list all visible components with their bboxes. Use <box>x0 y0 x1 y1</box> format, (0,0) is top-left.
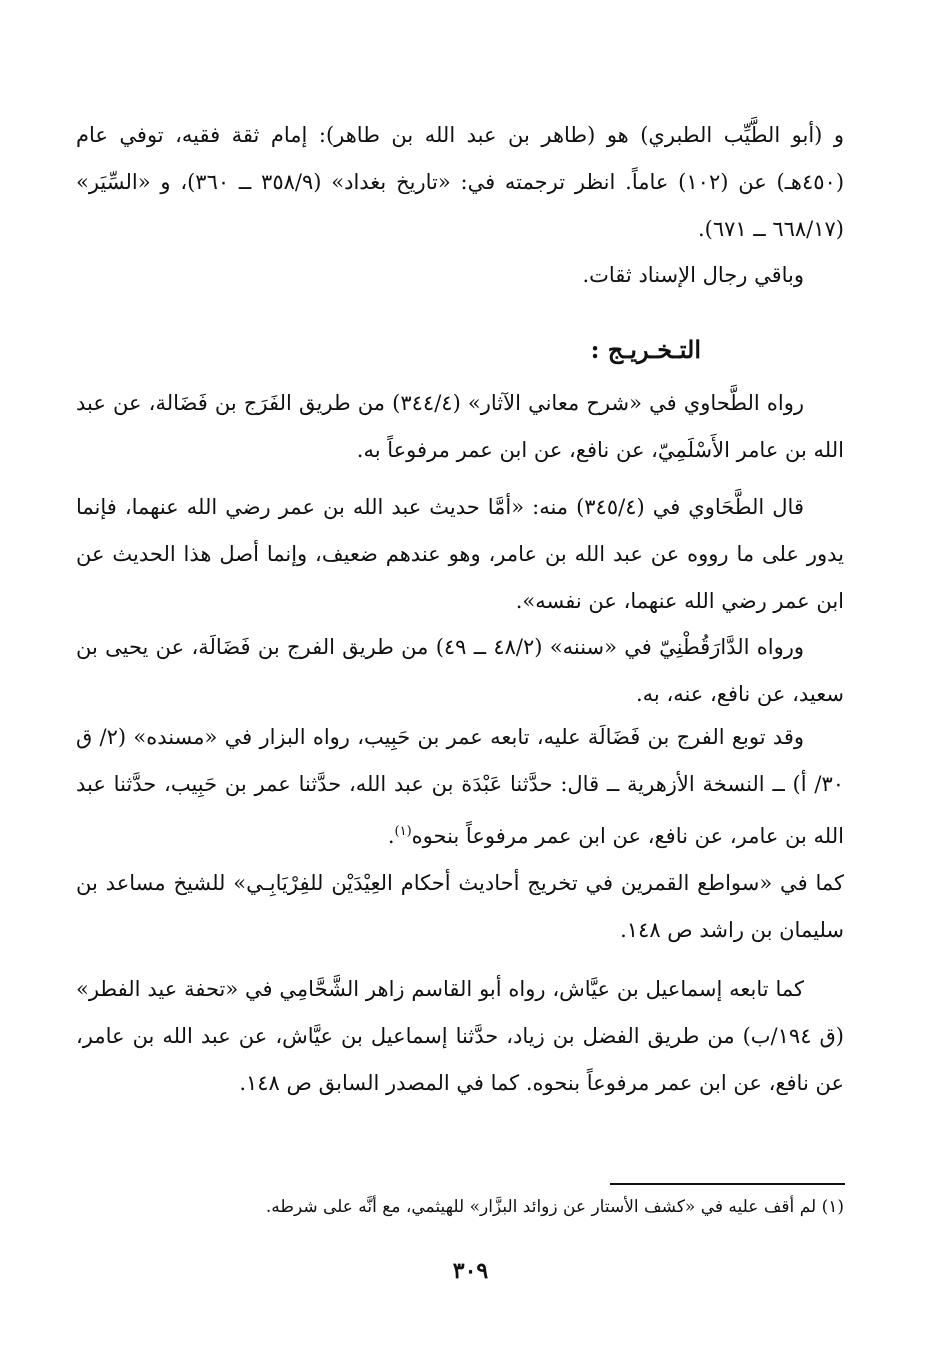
paragraph-tahawi-quote <box>76 484 844 625</box>
paragraph-text: وقد توبع الفرج بن فَضَالَة عليه، تابعه عمر بن حَبِيب، رواه البزار في «مسنده» (٢/ ق ٣٠/ أ) ــ النسخة الأزهرية ــ قال: حدَّثنا عَبْدَة بن عبد الله، حدَّثنا عمر بن حَبِيب، حدَّثنا عبد الله بن عامر، عن نافع، عن ابن عمر مرفوعاً بنحوه <box>76 725 844 848</box>
paragraph-text: كما تابعه إسماعيل بن عيَّاش، رواه أبو القاسم زاهر الشَّحَّامِي في «تحفة عيد الفطر» (ق ١٩٤/ب) من طريق الفضل بن زياد، حدَّثنا إسماعيل بن عيَّاش، عن عبد الله بن عامر، عن نافع، عن ابن عمر مرفوعاً بنحوه. كما في المصدر السابق ص ١٤٨. <box>76 977 844 1095</box>
paragraph-bazzar <box>76 714 844 954</box>
footnote: (١) لم أقف عليه في «كشف الأستار عن زوائد البزَّار» للهيثمي، مع أنَّه على شرطه. <box>265 1197 844 1217</box>
paragraph-ismail <box>76 966 844 1107</box>
sentence-end: . <box>387 824 395 848</box>
paragraph-tahawi <box>76 380 844 474</box>
chain-status <box>76 252 844 299</box>
narrator-note-text: و (أبو الطَّيِّب الطبري) هو (طاهر بن عبد الله بن طاهر): إمام ثقة فقيه، توفي عام (٤٥٠هـ) عن (١٠٢) عاماً. انظر ترجمته في: «تاريخ بغداد» (٣٥٨/٩ ــ ٣٦٠)، و «السِّيَر» (٦٦٨/١٧ ــ ٦٧١). <box>76 123 845 241</box>
section-heading: التـخـريـج : <box>590 335 701 364</box>
chain-status-text: وباقي رجال الإسناد ثقات. <box>582 263 804 287</box>
paragraph-source-text: كما في «سواطع القمرين في تخريج أحاديث أحكام العِيْدَيْن للفِرْيَابِـي» للشيخ مساعد بن سليمان بن راشد ص ١٤٨. <box>76 871 844 942</box>
page-number: ٣٠٩ <box>452 1258 489 1284</box>
narrator-note <box>76 112 844 253</box>
footnote-divider <box>610 1183 845 1185</box>
paragraph-bazzar-body <box>76 714 844 860</box>
footnote-reference[interactable]: (١) <box>394 824 412 839</box>
paragraph-text: ورواه الدَّارَقُطْنِيّ في «سننه» (٤٨/٢ ــ ٤٩) من طريق الفرج بن فَضَالَة، عن يحيى بن سعيد، عن نافع، عنه، به. <box>76 635 844 706</box>
paragraph-text: قال الطَّحَاوي في (٣٤٥/٤) منه: «أمَّا حديث عبد الله بن عمر رضي الله عنهما، فإنما يدور على ما رووه عن عبد الله بن عامر، وهو عندهم ضعيف، وإنما أصل هذا الحديث عن ابن عمر رضي الله عنهما، عن نفسه». <box>76 495 844 613</box>
paragraph-daraqutni <box>76 624 844 718</box>
paragraph-text: رواه الطَّحاوي في «شرح معاني الآثار» (٣٤٤/٤) من طريق الفَرَج بن فَضَالة، عن عبد الله بن عامر الأَسْلَمِيّ، عن نافع، عن ابن عمر مرفوعاً به. <box>76 391 844 462</box>
